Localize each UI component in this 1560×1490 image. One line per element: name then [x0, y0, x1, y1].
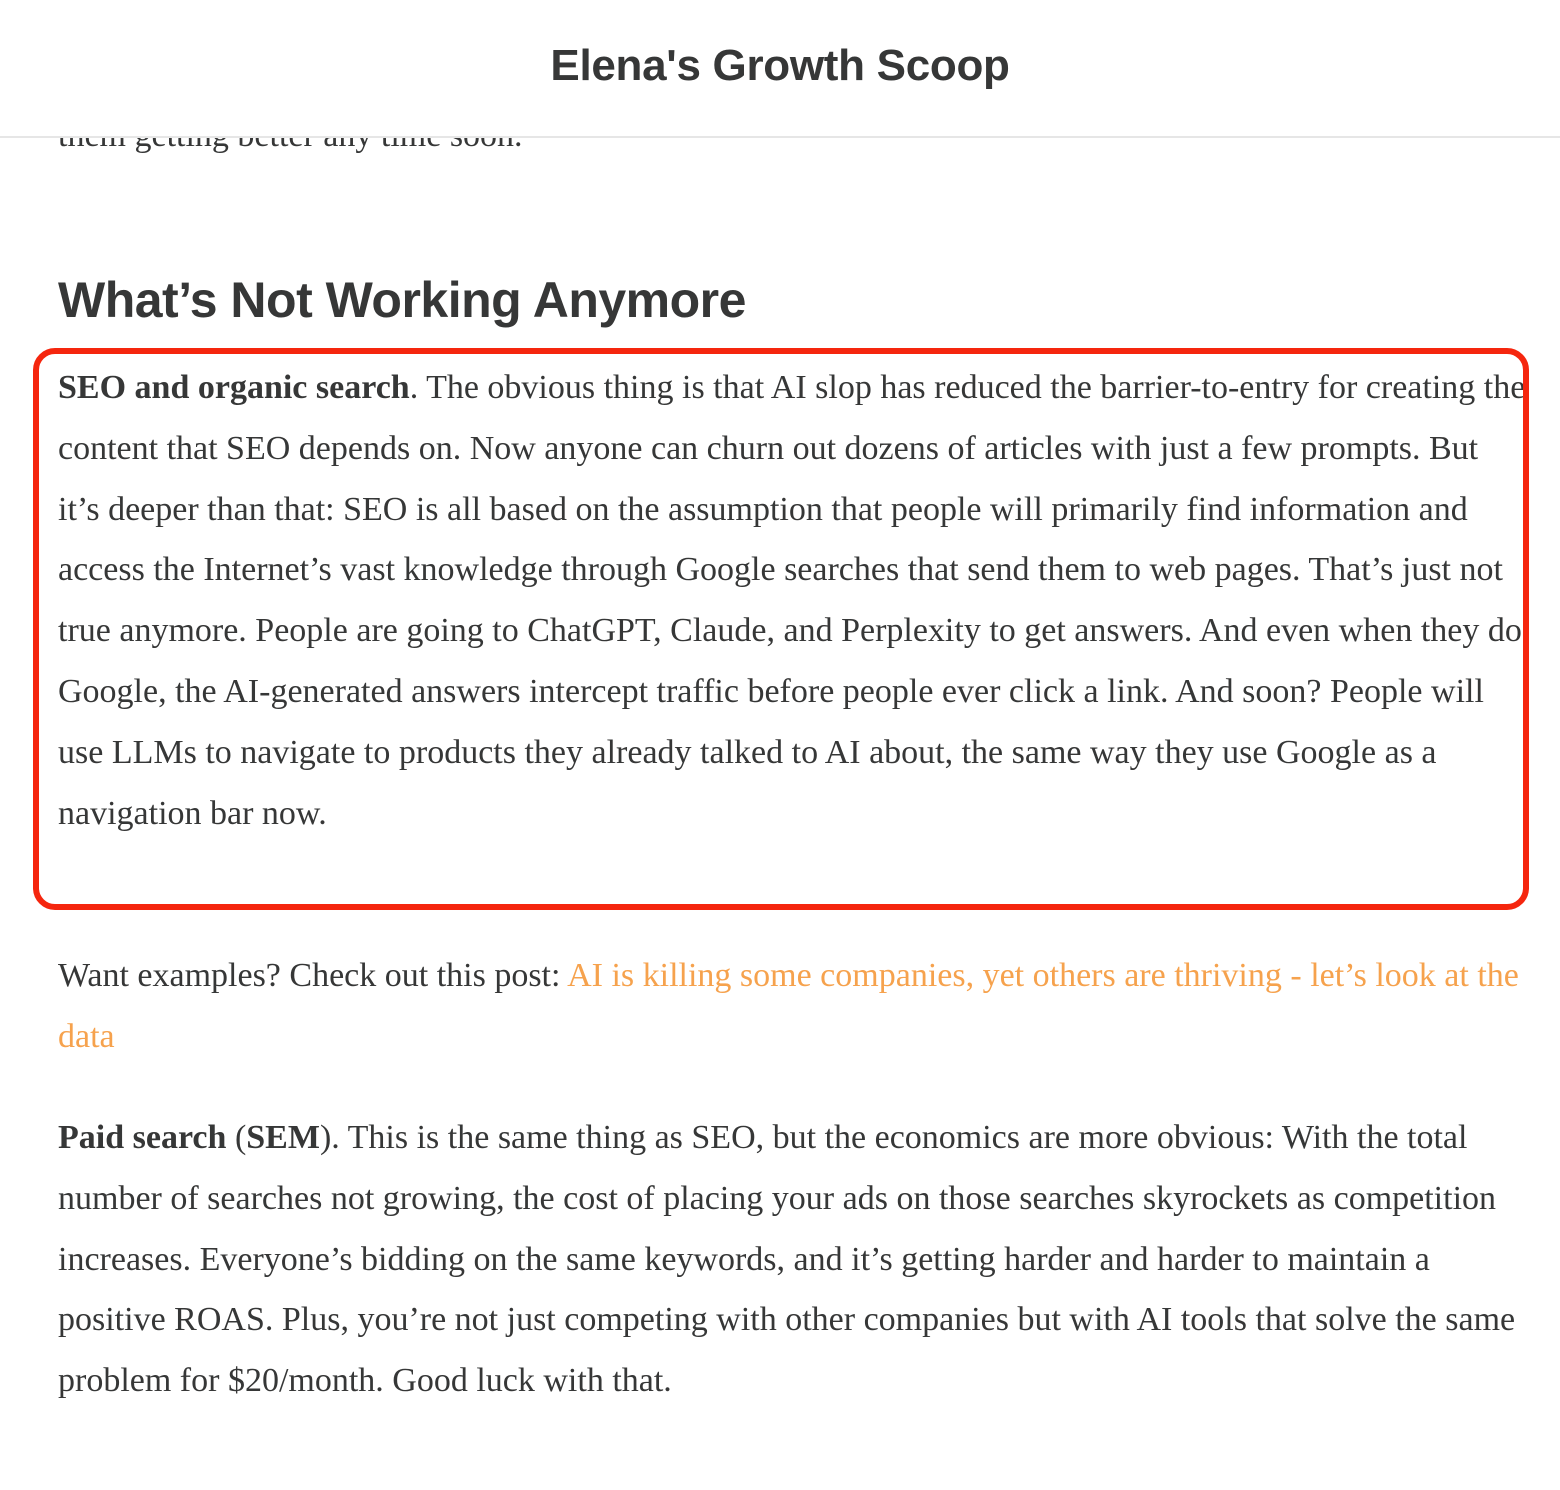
publication-title[interactable]: Elena's Growth Scoop: [550, 41, 1010, 90]
sem-paragraph-lead: Paid search: [58, 1119, 227, 1156]
seo-paragraph-body: . The obvious thing is that AI slop has reduced the barrier-to-entry for creating the content that SEO depends on. Now anyone can churn out dozens of articles with just a few prompts. But it’s deeper than that: SEO is all based on the assumption that people will primarily find information and access the Internet’s vast knowledge through Google searches that send them to web pages. That’s just not true anymore. People are going to ChatGPT, Claude, and Perplexity to get answers. And even when they do Google, the AI-generated answers intercept traffic before people ever click a link. And soon? People will use LLMs to navigate to products they already talked to AI about, the same way they use Google as a navigation bar now.: [58, 369, 1526, 832]
top-bar: [0, 0, 1560, 138]
sem-paragraph: [58, 1108, 1528, 1412]
sem-paragraph-body: ). This is the same thing as SEO, but the economics are more obvious: With the total number of searches not growing, the cost of placing your ads on those searches skyrockets as competition increases. Everyone’s bidding on the same keywords, and it’s getting harder and harder to maintain a positive ROAS. Plus, you’re not just competing with other companies but with AI tools that solve the same problem for $20/month. Good luck with that.: [58, 1119, 1516, 1400]
sem-paragraph-abbr: SEM: [246, 1119, 320, 1156]
examples-paragraph-prefix: Want examples? Check out this post:: [58, 957, 568, 994]
seo-paragraph-lead: SEO and organic search: [58, 369, 410, 406]
section-heading: What’s Not Working Anymore: [58, 272, 746, 328]
ai-killing-companies-link[interactable]: AI is killing some companies, yet others are thriving - let’s look at the data: [58, 957, 1519, 1055]
sem-paragraph-paren: (: [226, 1119, 247, 1156]
examples-paragraph: [58, 946, 1528, 1068]
highlight-annotation-box: [33, 348, 1529, 910]
